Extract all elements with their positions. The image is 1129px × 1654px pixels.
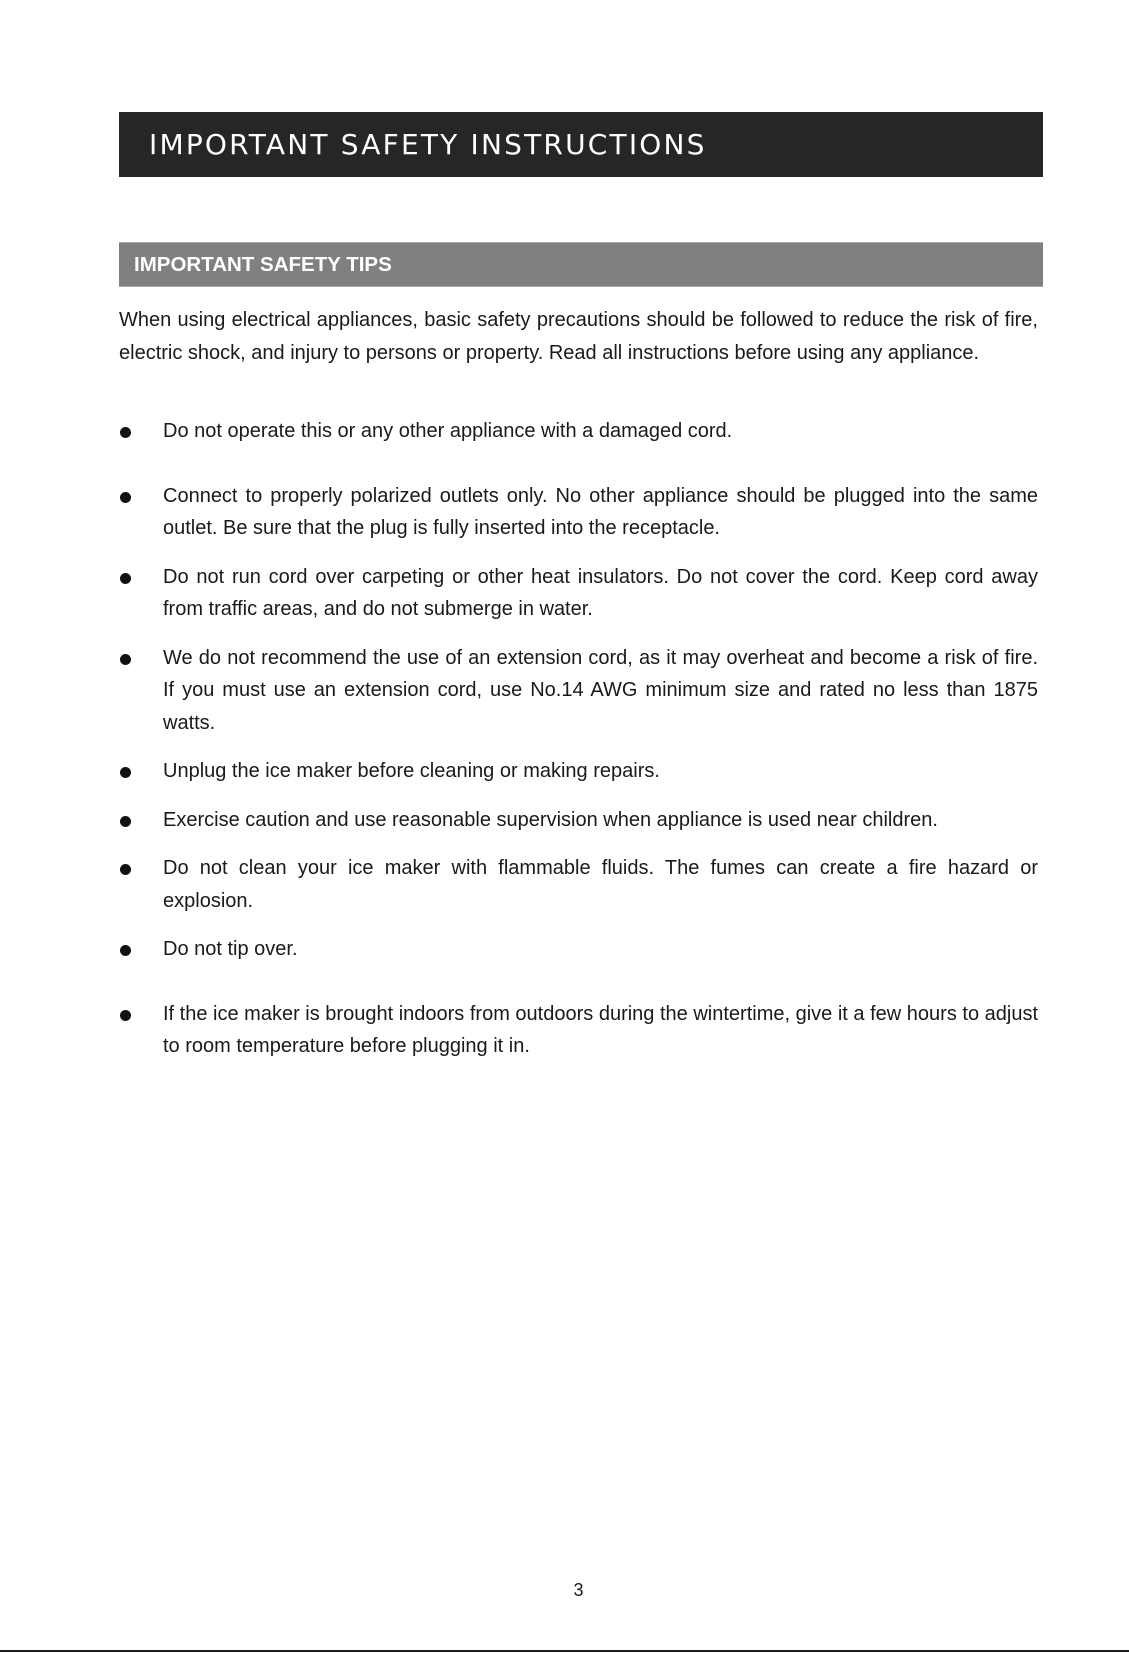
bullet-icon [120, 767, 131, 778]
page-number: 3 [573, 1580, 584, 1600]
tip-text: We do not recommend the use of an extension cord, as it may overheat and become a risk of fire. If you must use an extension cord, use No.14 AWG minimum size and rated no less than 1875 watts. [163, 646, 1038, 734]
bullet-icon [120, 492, 131, 503]
list-item [119, 415, 1038, 448]
bullet-icon [120, 1010, 131, 1021]
tip-text: Do not clean your ice maker with flammable fluids. The fumes can create a fire hazard or explosion. [163, 857, 1038, 912]
tip-text: Connect to properly polarized outlets only. No other appliance should be plugged into the same outlet. Be sure that the plug is fully inserted into the receptacle. [163, 484, 1038, 539]
bullet-icon [120, 573, 131, 584]
main-heading-banner [119, 112, 1043, 177]
tip-text: If the ice maker is brought indoors from outdoors during the wintertime, give it a few hours to adjust to room temperature before plugging it in. [163, 1002, 1038, 1057]
bullet-icon [120, 427, 131, 438]
list-item [119, 998, 1038, 1063]
bottom-divider [0, 1650, 1129, 1652]
safety-tips-list [119, 415, 1038, 1079]
bullet-icon [120, 945, 131, 956]
section-heading: IMPORTANT SAFETY TIPS [134, 252, 392, 276]
tip-text: Exercise caution and use reasonable supervision when appliance is used near children. [163, 808, 938, 831]
bullet-icon [120, 864, 131, 875]
bullet-icon [120, 654, 131, 665]
list-item [119, 755, 1038, 788]
list-item [119, 642, 1038, 740]
list-item [119, 561, 1038, 626]
list-item [119, 804, 1038, 837]
tip-text: Unplug the ice maker before cleaning or making repairs. [163, 760, 660, 782]
bullet-icon [120, 816, 131, 827]
main-heading: IMPORTANT SAFETY INSTRUCTIONS [149, 128, 707, 161]
tip-text: Do not run cord over carpeting or other heat insulators. Do not cover the cord. Keep cord away from traffic areas, and do not submerge in water. [163, 565, 1038, 620]
intro-paragraph: When using electrical appliances, basic safety precautions should be followed to reduce the risk of fire, electric shock, and injury to persons or property. Read all instructions before using any appliance. [119, 309, 1038, 364]
list-item [119, 852, 1038, 917]
list-item [119, 480, 1038, 545]
list-item [119, 933, 1038, 966]
section-heading-banner [119, 242, 1043, 287]
tip-text: Do not operate this or any other appliance with a damaged cord. [163, 420, 733, 442]
tip-text: Do not tip over. [163, 938, 298, 960]
